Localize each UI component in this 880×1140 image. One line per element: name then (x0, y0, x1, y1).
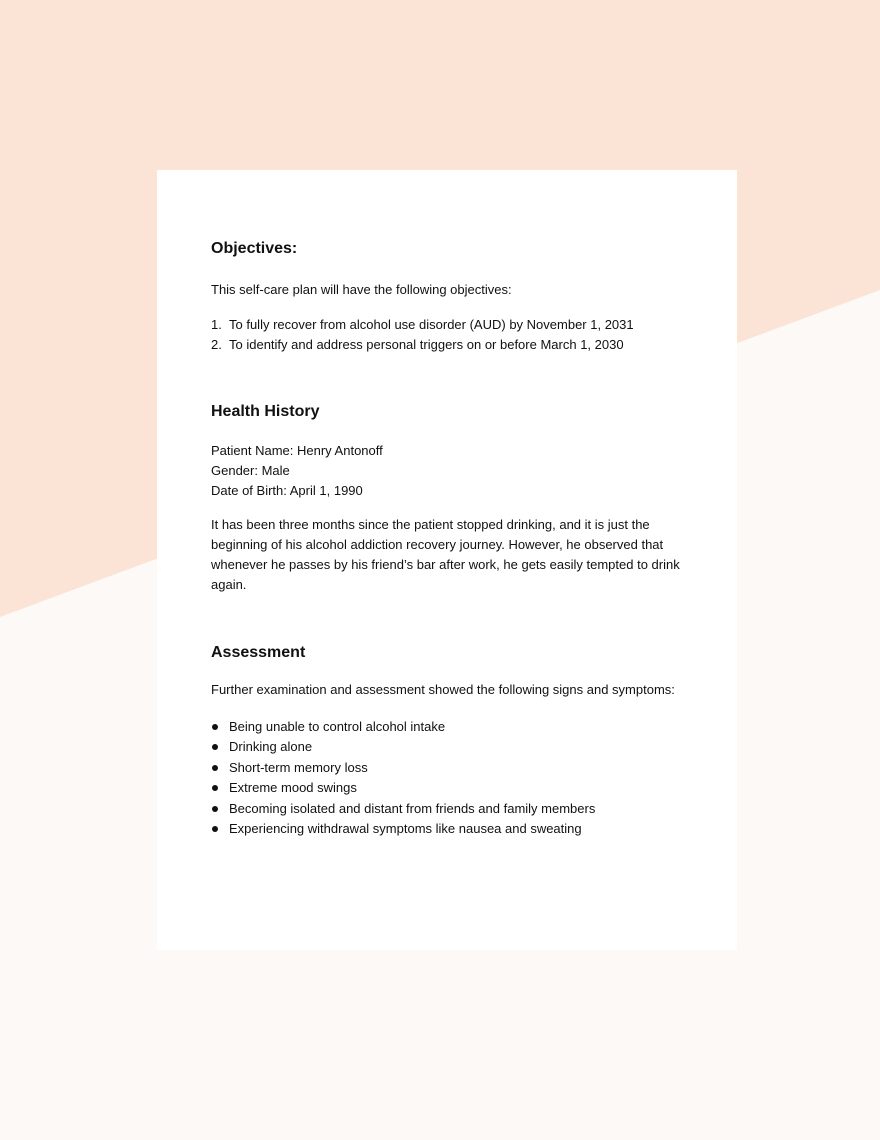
symptom-text: Becoming isolated and distant from friends and family members (229, 800, 596, 816)
symptom-item (211, 737, 595, 757)
assessment-heading: Assessment (211, 644, 306, 661)
bullet-icon (212, 806, 218, 812)
objective-number: 1. (211, 317, 222, 332)
patient-date-of-birth: Date of Birth: April 1, 1990 (211, 483, 363, 498)
symptom-text: Short-term memory loss (229, 759, 368, 775)
health-history-narrative: It has been three months since the patient stopped drinking, and it is just the beginning of his alcohol addiction recovery journey. However, he observed that whenever he passes by his friend’s bar after work, he gets easily tempted to drink again. (211, 517, 680, 592)
symptom-item (211, 819, 595, 839)
symptom-item (211, 778, 595, 798)
bullet-icon (212, 744, 218, 750)
health-history-heading: Health History (211, 403, 320, 420)
bullet-icon (212, 765, 218, 771)
symptom-item (211, 799, 595, 819)
patient-gender: Gender: Male (211, 463, 290, 478)
objective-text: To fully recover from alcohol use disorder (AUD) by November 1, 2031 (229, 317, 634, 332)
bullet-icon (212, 724, 218, 730)
assessment-intro: Further examination and assessment showed the following signs and symptoms: (211, 682, 675, 697)
bullet-icon (212, 826, 218, 832)
bullet-icon (212, 785, 218, 791)
symptom-text: Experiencing withdrawal symptoms like nausea and sweating (229, 821, 582, 837)
objective-number: 2. (211, 337, 222, 352)
objectives-heading: Objectives: (211, 240, 298, 257)
objective-item (211, 335, 634, 355)
symptom-text: Extreme mood swings (229, 780, 357, 796)
symptom-item (211, 717, 595, 737)
objective-text: To identify and address personal triggers on or before March 1, 2030 (229, 337, 624, 352)
objectives-list (211, 315, 634, 355)
patient-name: Patient Name: Henry Antonoff (211, 443, 383, 458)
objectives-intro: This self-care plan will have the following objectives: (211, 282, 512, 297)
symptoms-list (211, 717, 595, 839)
symptom-item (211, 758, 595, 778)
symptom-text: Being unable to control alcohol intake (229, 719, 446, 734)
symptom-text: Drinking alone (229, 739, 313, 755)
document-page (157, 170, 737, 950)
objective-item (211, 315, 634, 335)
